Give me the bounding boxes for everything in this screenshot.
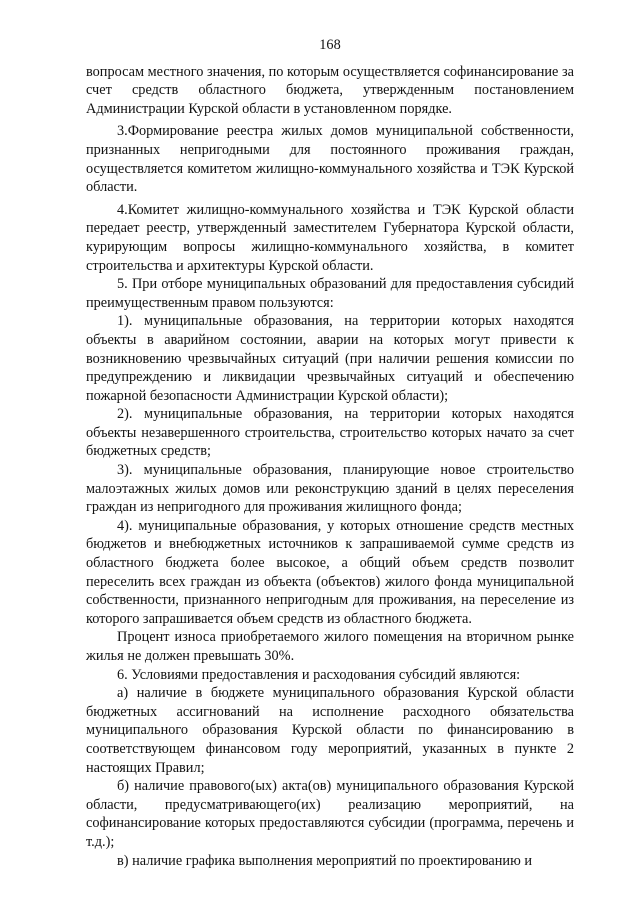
paragraph-wear-percent: Процент износа приобретаемого жилого помещения на вторичном рынке жилья не должен превышать 30%.: [86, 629, 574, 664]
paragraph-item-3: 3.Формирование реестра жилых домов муниципальной собственности, признанных непригодными для постоянного проживания граждан, осуществляется комитетом жилищно-коммунального хозяйства и ТЭК Курской области.: [86, 123, 574, 196]
page-number: 168: [319, 37, 341, 53]
paragraph-subitem-3: 3). муниципальные образования, планирующие новое строительство малоэтажных жилых домов или реконструкцию зданий в целях переселения граждан из непригодного для проживания жилищного фонда;: [86, 462, 574, 516]
paragraph-item-5: 5. При отборе муниципальных образований для предоставления субсидий преимущественным правом пользуются:: [86, 276, 574, 311]
paragraph-subitem-1: 1). муниципальные образования, на территории которых находятся объекты в аварийном состоянии, аварии на которых могут привести к возникновению чрезвычайных ситуаций (при наличии решения комиссии по предупреждению и ликвидации чрезвычайных ситуаций и обеспечению пожарной безопасности Администрации Курской области);: [86, 313, 574, 404]
paragraph-subitem-4: 4). муниципальные образования, у которых отношение средств местных бюджетов и внебюджетных источников к запрашиваемой сумме средств из областного бюджета более высокое, а общий объем средств позволит переселить всех граждан из объекта (объектов) жилого фонда муниципальной собственности, признанного непригодным для проживания, на переселение из которого запрашивается объем средств из областного бюджета.: [86, 517, 574, 627]
document-page: [86, 36, 574, 870]
paragraph-subitem-2: 2). муниципальные образования, на территории которых находятся объекты незавершенного строительства, строительство которых начато за счет бюджетных средств;: [86, 406, 574, 460]
paragraph-condition-a: а) наличие в бюджете муниципального образования Курской области бюджетных ассигнований на исполнение расходного обязательства муниципального образования Курской области по финансированию в соответствующем финансовом году мероприятий, указанных в пункте 2 настоящих Правил;: [86, 685, 574, 776]
paragraph-condition-b: б) наличие правового(ых) акта(ов) муниципального образования Курской области, предусматривающего(их) реализацию мероприятий, на софинансирование которых предоставляются субсидии (программа, перечень и т.д.);: [86, 778, 574, 850]
paragraph-item-4: 4.Комитет жилищно-коммунального хозяйства и ТЭК Курской области передает реестр, утвержденный заместителем Губернатора Курской области, курирующим вопросы жилищно-коммунального хозяйства, в комитет строительства и архитектуры Курской области.: [86, 201, 574, 274]
paragraph-continuation: вопросам местного значения, по которым осуществляется софинансирование за счет средств областного бюджета, утвержденным постановлением Администрации Курской области в установленном порядке.: [86, 63, 574, 117]
paragraph-condition-v: в) наличие графика выполнения мероприятий по проектированию и: [117, 852, 532, 869]
paragraph-item-6: 6. Условиями предоставления и расходования субсидий являются:: [117, 666, 521, 683]
